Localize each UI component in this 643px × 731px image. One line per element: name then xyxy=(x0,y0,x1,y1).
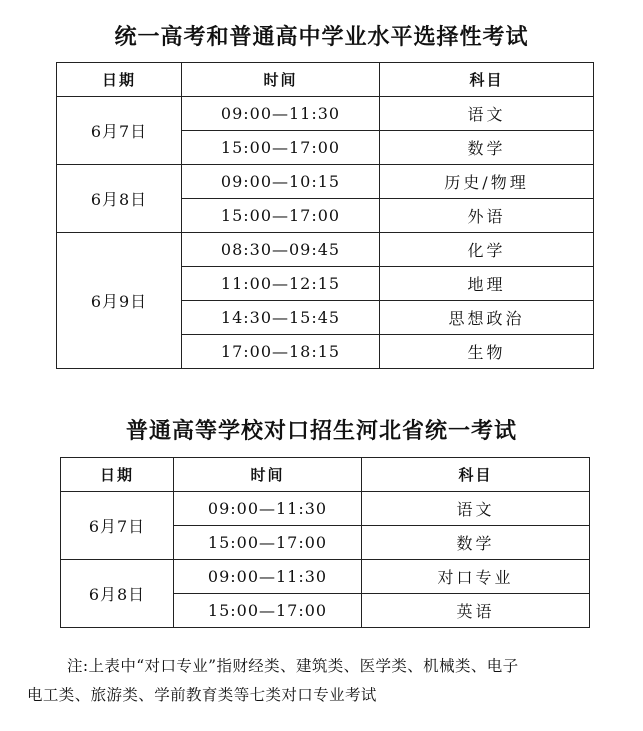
table-header-row xyxy=(57,63,594,97)
date-cell: 6月7日 xyxy=(57,97,182,165)
date-cell: 6月8日 xyxy=(61,560,174,628)
time-cell: 09:00—11:30 xyxy=(174,492,362,526)
table-row xyxy=(57,233,594,267)
subject-cell: 数学 xyxy=(380,131,594,165)
table-row xyxy=(61,492,590,526)
subject-cell: 外语 xyxy=(380,199,594,233)
time-cell: 09:00—10:15 xyxy=(182,165,380,199)
header-time: 时间 xyxy=(182,63,380,97)
header-subject: 科目 xyxy=(380,63,594,97)
subject-cell: 思想政治 xyxy=(380,301,594,335)
subject-cell: 数学 xyxy=(362,526,590,560)
time-cell: 15:00—17:00 xyxy=(174,594,362,628)
subject-cell: 地理 xyxy=(380,267,594,301)
date-cell: 6月8日 xyxy=(57,165,182,233)
time-cell: 09:00—11:30 xyxy=(182,97,380,131)
date-cell: 6月9日 xyxy=(57,233,182,369)
subject-cell: 英语 xyxy=(362,594,590,628)
subject-cell: 生物 xyxy=(380,335,594,369)
footnote xyxy=(27,652,627,710)
exam-schedule-table-1 xyxy=(56,62,594,369)
time-cell: 11:00—12:15 xyxy=(182,267,380,301)
footnote-line-1: 注:上表中“对口专业”指财经类、建筑类、医学类、机械类、电子 xyxy=(67,657,519,675)
time-cell: 15:00—17:00 xyxy=(174,526,362,560)
header-date: 日期 xyxy=(57,63,182,97)
subject-cell: 对口专业 xyxy=(362,560,590,594)
exam-schedule-title-2: 普通高等学校对口招生河北省统一考试 xyxy=(125,419,517,444)
table-row xyxy=(61,560,590,594)
subject-cell: 历史/物理 xyxy=(380,165,594,199)
exam-schedule-table-2 xyxy=(60,457,590,628)
time-cell: 15:00—17:00 xyxy=(182,131,380,165)
date-cell: 6月7日 xyxy=(61,492,174,560)
table-header-row xyxy=(61,458,590,492)
table-row xyxy=(57,97,594,131)
time-cell: 14:30—15:45 xyxy=(182,301,380,335)
exam-schedule-title-1: 统一高考和普通高中学业水平选择性考试 xyxy=(114,25,529,50)
header-time: 时间 xyxy=(174,458,362,492)
time-cell: 09:00—11:30 xyxy=(174,560,362,594)
subject-cell: 语文 xyxy=(362,492,590,526)
table-row xyxy=(57,165,594,199)
time-cell: 15:00—17:00 xyxy=(182,199,380,233)
subject-cell: 语文 xyxy=(380,97,594,131)
footnote-line-2: 电工类、旅游类、学前教育类等七类对口专业考试 xyxy=(27,686,377,704)
subject-cell: 化学 xyxy=(380,233,594,267)
header-date: 日期 xyxy=(61,458,174,492)
header-subject: 科目 xyxy=(362,458,590,492)
time-cell: 08:30—09:45 xyxy=(182,233,380,267)
time-cell: 17:00—18:15 xyxy=(182,335,380,369)
